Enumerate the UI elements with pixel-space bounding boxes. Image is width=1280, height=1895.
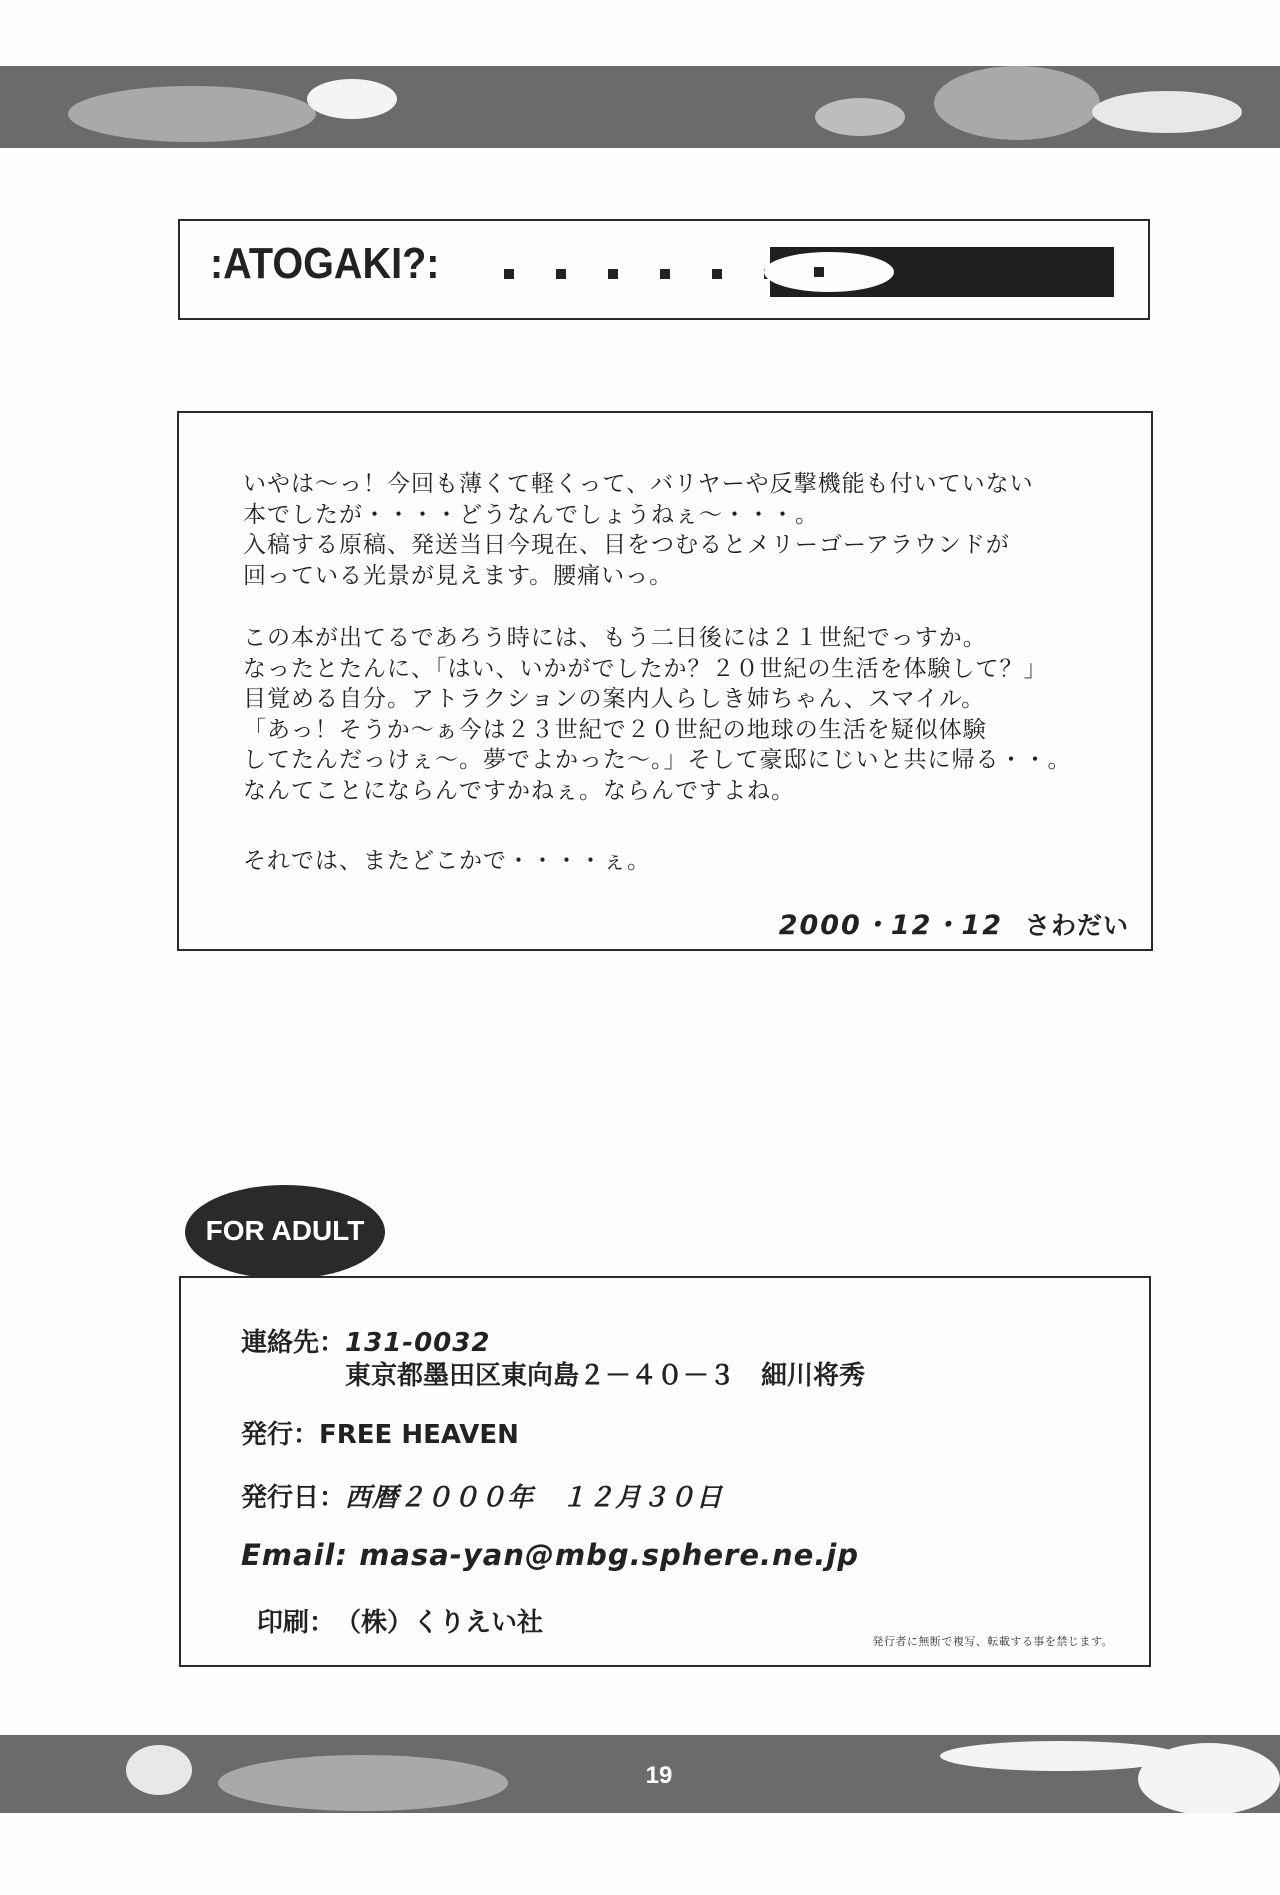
signature-date: 2000・12・12 xyxy=(778,910,1003,941)
decorative-oval xyxy=(934,66,1100,140)
decorative-oval xyxy=(1138,1743,1280,1813)
text-line: 入稿する原稿、発送当日今現在、目をつむるとメリーゴーアラウンドが xyxy=(243,532,1010,558)
title-dot xyxy=(814,267,824,277)
printer-line xyxy=(257,1602,543,1639)
printer-label: 印刷： xyxy=(257,1608,323,1638)
signature xyxy=(779,903,1129,942)
for-adult-label: FOR ADULT xyxy=(205,1215,365,1246)
email-line xyxy=(241,1538,859,1572)
title-dot xyxy=(712,269,722,279)
text-line: なったとたんに、「はい、いかがでしたか？２０世紀の生活を体験して？」 xyxy=(243,655,1048,682)
decorative-oval xyxy=(218,1755,508,1811)
signature-author: さわだい xyxy=(1024,911,1129,940)
afterword-paragraph xyxy=(243,623,1072,806)
contact-line xyxy=(241,1322,490,1359)
colophon-box xyxy=(179,1276,1151,1667)
issue-date: 西暦２０００年 １２月３０日 xyxy=(345,1483,724,1513)
title-decoration-bar xyxy=(770,247,1114,297)
text-line: 本でしたが・・・・どうなんでしょうねぇ〜・・・。 xyxy=(243,501,819,528)
afterword-box xyxy=(177,411,1153,951)
text-line: してたんだっけぇ〜。夢でよかった〜。」そして豪邸にじいと共に帰る・・。 xyxy=(243,747,1072,773)
contact-label: 連絡先： xyxy=(241,1328,346,1358)
text-line: いやは〜っ！今回も薄くて軽くって、バリヤーや反撃機能も付いていない xyxy=(243,471,1034,497)
address: 東京都墨田区東向島２－４０－３ 細川将秀 xyxy=(345,1361,866,1391)
title-box xyxy=(178,219,1150,320)
copyright-notice: 発行者に無断で複写、転載する事を禁じます。 xyxy=(872,1635,1113,1648)
email-label: Email: xyxy=(241,1538,349,1572)
text-line: 目覚める自分。アトラクションの案内人らしき姉ちゃん、スマイル。 xyxy=(243,686,986,712)
top-decorative-band xyxy=(0,66,1280,148)
title-dot xyxy=(504,269,514,279)
page-title: :ATOGAKI?: xyxy=(210,239,440,288)
decorative-oval xyxy=(68,86,316,142)
publisher-name: FREE HEAVEN xyxy=(319,1420,519,1450)
printer-name: （株）くりえい社 xyxy=(348,1608,544,1638)
issue-date-line xyxy=(241,1477,723,1514)
decorative-oval xyxy=(126,1745,192,1795)
title-dot xyxy=(660,269,670,279)
decorative-oval xyxy=(307,79,397,119)
title-dot xyxy=(556,269,566,279)
page-number: 19 xyxy=(645,1762,673,1789)
issue-date-label: 発行日： xyxy=(241,1483,346,1513)
afterword-closing: それでは、またどこかで・・・・ぇ。 xyxy=(243,848,651,874)
afterword-paragraph xyxy=(243,469,1034,591)
postal-code: 131-0032 xyxy=(345,1328,491,1358)
text-line: なんてことにならんですかねぇ。ならんですよね。 xyxy=(243,777,795,804)
for-adult-badge xyxy=(185,1185,385,1279)
decorative-oval xyxy=(815,98,905,136)
publisher-label: 発行： xyxy=(241,1420,320,1450)
title-decoration-oval xyxy=(764,252,894,292)
text-line: 「あっ！そうか〜ぁ今は２３世紀で２０世紀の地球の生活を疑似体験 xyxy=(243,716,987,743)
email-address[interactable]: masa-yan@mbg.sphere.ne.jp xyxy=(359,1538,860,1572)
decorative-oval xyxy=(1092,91,1242,133)
title-dot xyxy=(608,269,618,279)
text-line: 回っている光景が見えます。腰痛いっ。 xyxy=(243,562,674,589)
text-line: この本が出てるであろう時には、もう二日後には２１世紀でっすか。 xyxy=(243,625,987,651)
publisher-line xyxy=(241,1414,519,1451)
